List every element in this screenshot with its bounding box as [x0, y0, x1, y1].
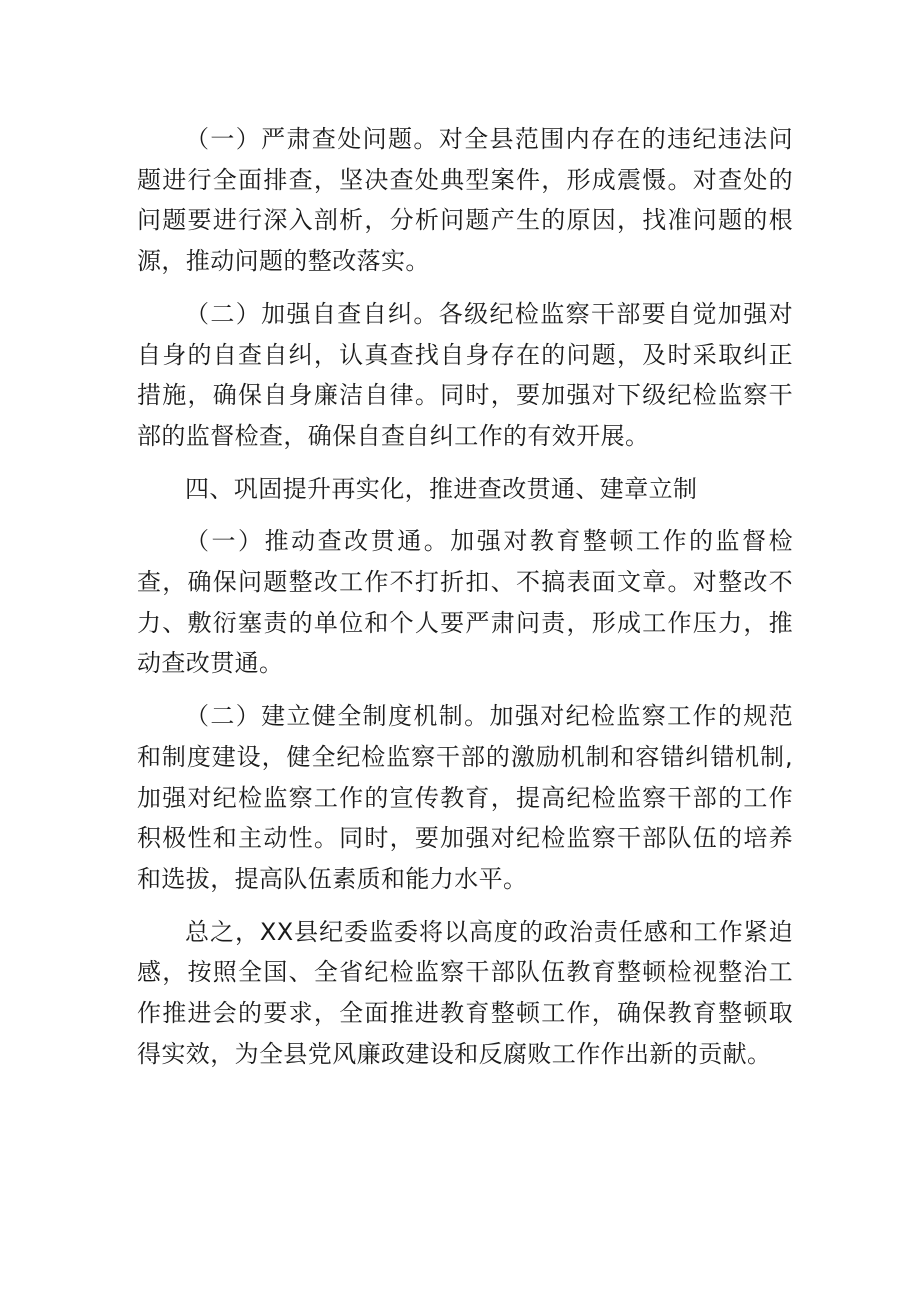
paragraph-promote-rectification: （一）推动查改贯通。加强对教育整顿工作的监督检查，确保问题整改工作不打折扣、不搞表面文章。对整改不力、敷衍塞责的单位和个人要严肃问责，形成工作压力，推动查改贯通。 — [137, 527, 793, 678]
section-heading-four: 四、巩固提升再实化，推进查改贯通、建章立制 — [185, 474, 698, 503]
paragraph-establish-system: （二）建立健全制度机制。加强对纪检监察工作的规范和制度建设，健全纪检监察干部的激励机制和容错纠错机制,加强对纪检监察工作的宣传教育，提高纪检监察干部的工作积极性和主动性。同时，要加强对纪检监察干部队伍的培养和选拔，提高队伍素质和能力水平。 — [137, 702, 793, 893]
paragraph-conclusion: 总之，XX县纪委监委将以高度的政治责任感和工作紧迫感，按照全国、全省纪检监察干部队伍教育整顿检视整治工作推进会的要求，全面推进教育整顿工作，确保教育整顿取得实效，为全县党风廉政建设和反腐败工作作出新的贡献。 — [137, 917, 793, 1068]
paragraph-self-inspection: （二）加强自查自纠。各级纪检监察干部要自觉加强对自身的自查自纠，认真查找自身存在的问题，及时采取纠正措施，确保自身廉洁自律。同时，要加强对下级纪检监察干部的监督检查，确保自查自纠工作的有效开展。 — [137, 299, 793, 450]
paragraph-strict-investigation: （一）严肃查处问题。对全县范围内存在的违纪违法问题进行全面排查，坚决查处典型案件，形成震慑。对查处的问题要进行深入剖析，分析问题产生的原因，找准问题的根源，推动问题的整改落实。 — [137, 125, 793, 276]
document-body — [137, 119, 793, 1074]
